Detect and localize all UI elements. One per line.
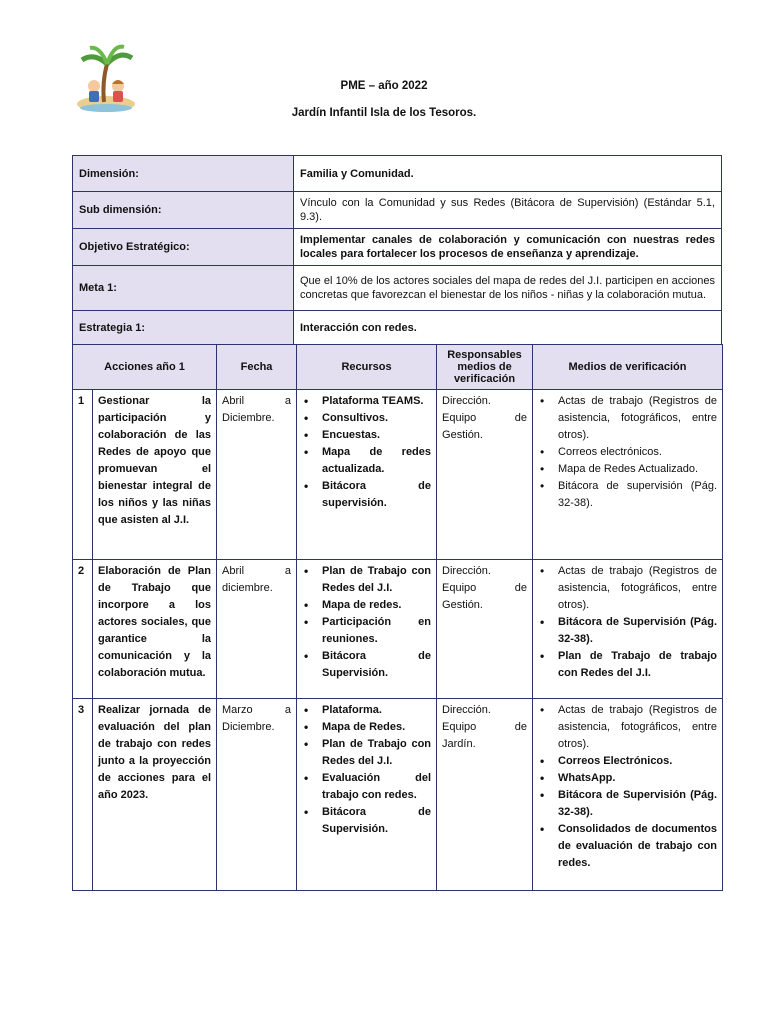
document-subtitle: Jardín Infantil Isla de los Tesoros. (291, 107, 477, 119)
goal-label: Meta 1: (73, 266, 294, 311)
resource-item: • Mapa de Redes. (302, 719, 431, 736)
verification-item: • Mapa de Redes Actualizado. (538, 461, 717, 478)
info-table (72, 155, 722, 346)
verification-item: • Bitácora de Supervisión (Pág. 32-38). (538, 614, 717, 648)
info-row-goal (73, 266, 722, 311)
verification-item: • Correos electrónicos. (538, 444, 717, 461)
row-resources (297, 390, 437, 560)
row-responsible: Dirección. Equipo de Jardín. (437, 699, 533, 891)
verification-item: • Bitácora de Supervisión (Pág. 32-38). (538, 787, 717, 821)
row-verification (533, 390, 723, 560)
actions-header-row (73, 345, 723, 390)
resource-item: • Plataforma. (302, 702, 431, 719)
row-action: Gestionar la participación y colaboración de las Redes de apoyo que promuevan el bienestar integral de los niños y las niñas que asisten al J.I. (93, 390, 217, 560)
resource-item: • Encuestas. (302, 427, 431, 444)
row-action: Realizar jornada de evaluación del plan de trabajo con redes junto a la proyección de acciones para el año 2023. (93, 699, 217, 891)
header-responsible: Responsables medios de verificación (437, 345, 533, 390)
verification-item: • Consolidados de documentos de evaluación de trabajo con redes. (538, 821, 717, 872)
resource-item: • Consultivos. (302, 410, 431, 427)
resource-item: • Plataforma TEAMS. (302, 393, 431, 410)
info-row-strategy (73, 311, 722, 346)
verification-item: • Plan de Trabajo de trabajo con Redes del J.I. (538, 648, 717, 682)
subdimension-value: Vínculo con la Comunidad y sus Redes (Bitácora de Supervisión) (Estándar 5.1, 9.3). (294, 192, 722, 229)
verification-item: • WhatsApp. (538, 770, 717, 787)
resource-item: • Evaluación del trabajo con redes. (302, 770, 431, 804)
resource-item: • Bitácora de supervisión. (302, 478, 431, 512)
row-number: 1 (73, 390, 93, 560)
resource-item: • Plan de Trabajo con Redes del J.I. (302, 736, 431, 770)
header-verification: Medios de verificación (533, 345, 723, 390)
objective-value: Implementar canales de colaboración y comunicación con nuestras redes locales para fortalecer los procesos de enseñanza y aprendizaje. (294, 229, 722, 266)
resource-item: • Mapa de redes actualizada. (302, 444, 431, 478)
table-row (73, 560, 723, 699)
info-row-subdimension (73, 192, 722, 229)
row-resources (297, 560, 437, 699)
row-action: Elaboración de Plan de Trabajo que incorpore a los actores sociales, que garantice la comunicación y la colaboración mutua. (93, 560, 217, 699)
verification-item: • Actas de trabajo (Registros de asistencia, fotográficos, entre otros). (538, 563, 717, 614)
dimension-label: Dimensión: (73, 156, 294, 192)
objective-label: Objetivo Estratégico: (73, 229, 294, 266)
resource-item: • Bitácora de Supervisión. (302, 804, 431, 838)
resource-item: • Bitácora de Supervisión. (302, 648, 431, 682)
dimension-value: Familia y Comunidad. (294, 156, 722, 192)
island-kids-icon (74, 42, 138, 114)
actions-table (72, 344, 723, 891)
row-verification (533, 560, 723, 699)
subdimension-label: Sub dimensión: (73, 192, 294, 229)
row-date: Abril a diciembre. (217, 560, 297, 699)
row-responsible: Dirección. Equipo de Gestión. (437, 560, 533, 699)
strategy-value: Interacción con redes. (294, 311, 722, 346)
strategy-label: Estrategia 1: (73, 311, 294, 346)
goal-value: Que el 10% de los actores sociales del mapa de redes del J.I. participen en acciones concretas que favorezcan el bienestar de los niños - niñas y la colaboración mutua. (294, 266, 722, 311)
info-row-dimension (73, 156, 722, 192)
resource-item: • Plan de Trabajo con Redes del J.I. (302, 563, 431, 597)
document-title: PME – año 2022 (340, 80, 428, 92)
table-row (73, 699, 723, 891)
resource-item: • Participación en reuniones. (302, 614, 431, 648)
header-date: Fecha (217, 345, 297, 390)
resource-item: • Mapa de redes. (302, 597, 431, 614)
header-actions: Acciones año 1 (73, 345, 217, 390)
verification-item: • Bitácora de supervisión (Pág. 32-38). (538, 478, 717, 512)
header-resources: Recursos (297, 345, 437, 390)
verification-item: • Actas de trabajo (Registros de asistencia, fotográficos, entre otros). (538, 393, 717, 444)
row-responsible: Dirección. Equipo de Gestión. (437, 390, 533, 560)
row-number: 2 (73, 560, 93, 699)
row-verification (533, 699, 723, 891)
row-number: 3 (73, 699, 93, 891)
verification-item: • Correos Electrónicos. (538, 753, 717, 770)
row-resources (297, 699, 437, 891)
table-row (73, 390, 723, 560)
info-row-objective (73, 229, 722, 266)
row-date: Marzo a Diciembre. (217, 699, 297, 891)
verification-item: • Actas de trabajo (Registros de asistencia, fotográficos, entre otros). (538, 702, 717, 753)
row-date: Abril a Diciembre. (217, 390, 297, 560)
